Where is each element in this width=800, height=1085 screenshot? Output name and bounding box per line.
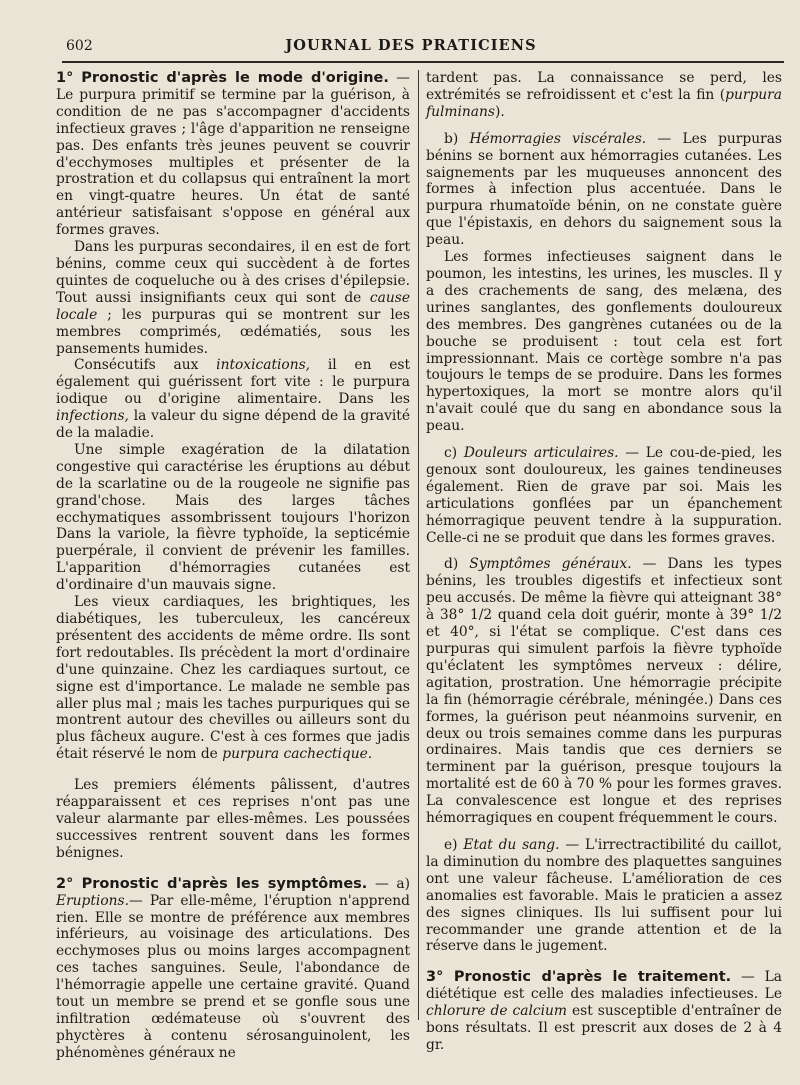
item-label-e: e) xyxy=(444,836,464,853)
paragraph-continuation xyxy=(426,70,782,121)
text: ). xyxy=(494,103,505,120)
paragraph-symptomes-generaux xyxy=(426,556,782,827)
section-3-title: 3° Pronostic d'après le traitement. xyxy=(426,969,732,986)
header-rule xyxy=(62,61,784,63)
item-label-a: a) xyxy=(396,875,410,892)
text: — La diététique est celle des maladies infectieuses. Le xyxy=(426,969,782,1003)
section-3-paragraph xyxy=(426,969,782,1054)
text: — L'irrectractibilité du caillot, la diminution du nombre des plaquettes sanguines ont une valeur fâcheuse. L'amélioration de ces anomalies est favorable. Mais le praticien a assez des signes cliniques. Ils lui suffisent pour lui recommander une grande attention et de la réserve dans le jugement. xyxy=(426,836,783,955)
section-1-text: — Le purpura primitif se termine par la guérison, à condition de ne pas s'accompagner d'accidents infectieux graves ; l'âge d'apparition ne renseigne pas. Des enfants très jeunes peuvent se couvrir d'ecchymoses multiples et présenter de la prostration et du collapsus qui entraînent la mort en vingt-quatre heures. Un état de santé antérieur satisfaisant s'oppose en général aux formes graves. xyxy=(56,70,411,239)
column-divider xyxy=(418,70,419,1020)
paragraph-intoxications xyxy=(56,357,410,442)
paragraph-douleurs-articulaires xyxy=(426,445,782,546)
text: est susceptible d'entraîner de bons résultats. Il est prescrit aux doses de 2 à 4 gr. xyxy=(426,1003,782,1053)
text: Dans les purpuras secondaires, il en est de fort bénins, comme ceux qui succèdent à de fortes quintes de coqueluche ou à des crises d'épilepsie. Tout aussi insignifiants ceux qui sont de xyxy=(56,239,410,306)
text: ; les purpuras qui se montrent sur les membres comprimés, œdématiés, sous les pansements humides. xyxy=(56,306,410,357)
section-1-title: 1° Pronostic d'après le mode d'origine. xyxy=(56,70,389,86)
emphasis-purpura-cachectique: purpura cachectique. xyxy=(222,746,373,763)
page-header xyxy=(40,36,782,58)
item-label-c: c) xyxy=(444,445,464,462)
section-2-paragraph xyxy=(56,876,410,1062)
text: — Par elle-même, l'éruption n'apprend rien. Elle se montre de préférence aux membres inférieurs, au voisinage des articulations. Des ecchymoses plus ou moins larges accompagnent ces taches sanguines. Seule, l'abondance de l'hémorragie appelle une certaine gravité. Quand tout un membre se prend et se gonfle sous une infiltration œdémateuse où s'ouvrent des phyctères à contenu sérosanguinolent, les phénomènes généraux ne xyxy=(56,892,410,1061)
paragraph-eruptions-infections: Une simple exagération de la dilatation congestive qui caractérise les éruptions au début de la scarlatine ou de la rougeole ne signifie pas grand'chose. Mais des larges tâches ecchymatiques assombrissent toujours l'horizon Dans la variole, la fièvre typhoïde, la septicémie puerpérale, il convient de prévenir les familles. L'apparition d'hémorragies cutanées est d'ordinaire d'un mauvais signe. xyxy=(56,441,410,594)
emphasis-purpura-fulminans: purpura fulminans xyxy=(426,86,782,120)
paragraph-cardiac xyxy=(56,594,410,763)
emphasis-symptomes-generaux: Symptômes généraux. xyxy=(469,556,632,573)
text: — Les purpuras bénins se bornent aux hémorragies cutanées. Les saignements par les muqueuses annoncent des formes à infection plus accentuée. Dans le purpura rhumatoïde bénin, on ne constate guère que l'épistaxis, en dehors du saignement sous la peau. xyxy=(426,130,782,249)
text: — Dans les types bénins, les troubles digestifs et infectieux sont peu accusés. De même la fièvre qui atteignant 38° à 38° 1/2 quand cela doit guérir, monte à 39° 1/2 et 40°, si l'état se complique. C'est dans ces purpuras qui simulent parfois la fièvre typhoïde qu'éclatent les symptômes nerveux : délire, agitation, prostration. Une hémorragie précipite la fin (hémorragie cérébrale, méningée.) Dans ces formes, la guérison peut néanmoins survenir, en deux ou trois semaines comme dans les purpuras ordinaires. Mais tandis que ces derniers se terminent par la guérison, presque toujours la mortalité est de 60 à 70 % pour les formes graves. La convalescence est longue et des reprises hémorragiques en coupent fréquemment le cours. xyxy=(426,556,782,827)
page-number: 602 xyxy=(66,38,93,54)
section-1-paragraph xyxy=(56,70,410,239)
section-2-title: 2° Pronostic d'après les symptômes. xyxy=(56,875,368,892)
paragraph-etat-du-sang xyxy=(426,837,782,955)
emphasis-chlorure-de-calcium: chlorure de calcium xyxy=(426,1003,568,1020)
text: — Le cou-de-pied, les genoux sont douloureux, les gaines tendineuses également. Rien de grave par soi. Mais les articulations gonflées par un épanchement hémorragique peuvent tendre à la suppuration. Celle-ci ne se produit que dans les formes graves. xyxy=(426,445,782,546)
paragraph-premiers-elements: Les premiers éléments pâlissent, d'autres réapparaissent et ces reprises n'ont pas une valeur alarmante par elles-mêmes. Les poussées successives rentrent souvent dans les formes bénignes. xyxy=(56,777,410,861)
emphasis-intoxications: intoxications, xyxy=(216,357,311,374)
item-label-d: d) xyxy=(444,556,470,573)
emphasis-douleurs-articulaires: Douleurs articulaires. xyxy=(463,445,619,462)
text: Consécutifs aux xyxy=(74,357,217,374)
journal-title: JOURNAL DES PRATICIENS xyxy=(285,37,537,54)
item-label-b: b) xyxy=(444,130,470,147)
paragraph-secondary-purpura xyxy=(56,239,410,357)
emphasis-eruptions: Eruptions. xyxy=(56,892,129,909)
text: il en est également qui guérissent fort vite : le purpura iodique ou d'origine alimentaire. Dans les xyxy=(56,357,410,408)
paragraph-formes-infectieuses: Les formes infectieuses saignent dans le poumon, les intestins, les urines, les muscles. Il y a des crachements de sang, des melæna, des urines sanglantes, des gonflements douloureux des membres. Des gangrènes cutanées ou de la bouche se produisent : tout cela est fort impressionnant. Mais ce cortège sombre n'a pas toujours le temps de se produire. Dans les formes hypertoxiques, la mort se montre alors qu'il n'avait coulé que du sang en abondance sous la peau. xyxy=(426,249,782,435)
paragraph-hemorragies-viscerales xyxy=(426,131,782,249)
emphasis-infections: infections, xyxy=(56,408,129,425)
text: tardent pas. La connaissance se perd, les extrémités se refroidissent et c'est la fin ( xyxy=(426,70,782,103)
text: — xyxy=(367,875,397,892)
text: Les vieux cardiaques, les brightiques, les diabétiques, les tuberculeux, les cancéreux présentent des accidents de même ordre. Ils sont fort redoutables. Ils précèdent la mort d'ordinaire d'une quinzaine. Chez les cardiaques surtout, ce signe est d'importance. Le malade ne semble pas aller plus mal ; mais les taches purpuriques qui se montrent autour des chevilles ou ailleurs sont du plus fâcheux augure. C'est à ces formes que jadis était réservé le nom de xyxy=(56,594,410,763)
emphasis-hemorragies-viscerales: Hémorragies viscérales. xyxy=(469,130,647,147)
text: la valeur du signe dépend de la gravité de la maladie. xyxy=(56,408,410,442)
left-column xyxy=(56,70,410,1062)
emphasis-etat-du-sang: Etat du sang. xyxy=(463,836,560,853)
right-column xyxy=(426,70,782,1054)
emphasis-cause-locale: cause locale xyxy=(56,289,410,323)
